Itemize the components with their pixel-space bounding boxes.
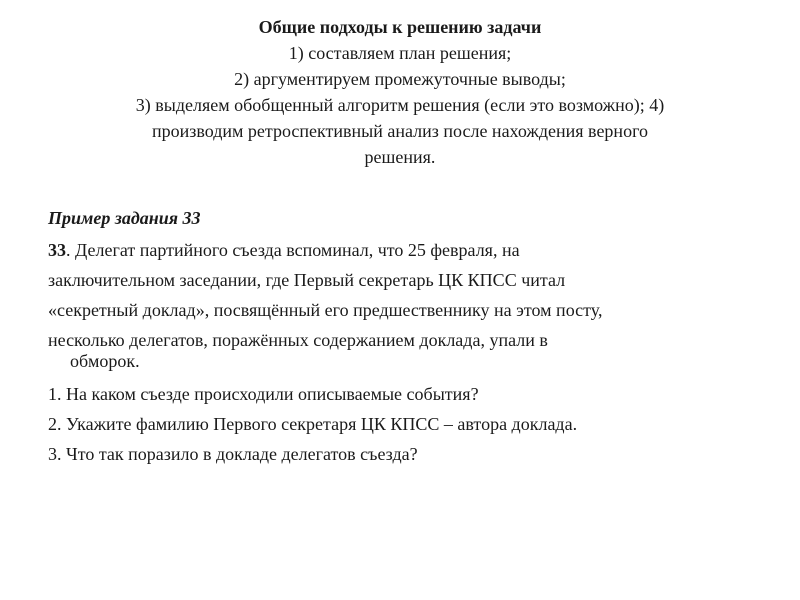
task-text-segment: . Делегат партийного съезда вспоминал, что 25 февраля, на — [66, 240, 520, 260]
question-2: 2. Укажите фамилию Первого секретаря ЦК КПСС – автора доклада. — [48, 414, 578, 434]
question-3: 3. Что так поразило в докладе делегатов съезда? — [48, 444, 418, 464]
task-example — [48, 205, 768, 469]
task-text-line: «секретный доклад», посвящённый его предшественнику на этом посту, — [48, 300, 603, 320]
approach-step-4-end: решения. — [364, 147, 436, 167]
question-1: 1. На каком съезде происходили описываемые события? — [48, 384, 479, 404]
approach-step-3: 3) выделяем обобщенный алгоритм решения (если это возможно); 4) — [135, 95, 665, 115]
task-text-line — [48, 235, 768, 265]
approach-step-4: производим ретроспективный анализ после нахождения верного — [151, 121, 649, 141]
task-text-line: обморок. — [70, 351, 140, 371]
approach-header — [40, 14, 760, 170]
page-title: Общие подходы к решению задачи — [258, 17, 542, 37]
task-text-line: несколько делегатов, поражённых содержанием доклада, упали в — [48, 330, 548, 350]
example-title: Пример задания 33 — [48, 208, 201, 228]
approach-step-1: 1) составляем план решения; — [288, 43, 512, 63]
task-text-line: заключительном заседании, где Первый секретарь ЦК КПСС читал — [48, 270, 566, 290]
task-number: 33 — [48, 240, 66, 260]
approach-step-2: 2) аргументируем промежуточные выводы; — [234, 69, 566, 89]
